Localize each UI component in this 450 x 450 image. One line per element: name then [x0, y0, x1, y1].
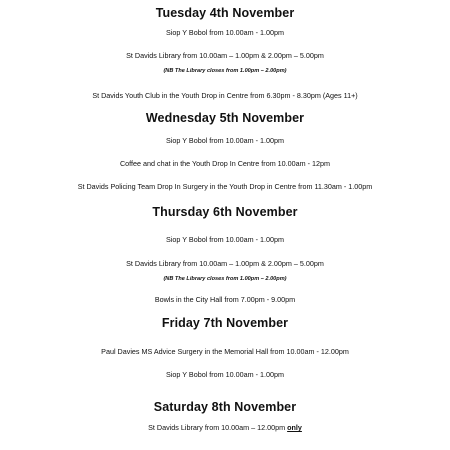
event-line: Bowls in the City Hall from 7.00pm - 9.00pm — [154, 295, 296, 304]
only-emphasis: only — [287, 423, 302, 432]
event-line: Siop Y Bobol from 10.00am - 1.00pm — [166, 235, 284, 244]
event-line: St Davids Library from 10.00am – 1.00pm & 2.00pm – 5.00pm — [126, 259, 324, 268]
day-heading-tuesday: Tuesday 4th November — [155, 6, 295, 20]
event-line: St Davids Youth Club in the Youth Drop in Centre from 6.30pm - 8.30pm (Ages 11+) — [92, 91, 358, 100]
event-line: Coffee and chat in the Youth Drop In Centre from 10.00am - 12pm — [119, 159, 331, 168]
event-line: Siop Y Bobol from 10.00am - 1.00pm — [166, 370, 284, 379]
event-line: St Davids Policing Team Drop In Surgery in the Youth Drop in Centre from 11.30am - 1.00pm — [77, 182, 373, 191]
day-heading-thursday: Thursday 6th November — [152, 205, 298, 219]
event-line-text: St Davids Library from 10.00am – 12.00pm — [148, 423, 288, 432]
day-heading-friday: Friday 7th November — [161, 316, 289, 330]
day-heading-wednesday: Wednesday 5th November — [145, 111, 305, 125]
day-heading-saturday: Saturday 8th November — [153, 400, 297, 414]
event-line: St Davids Library from 10.00am – 1.00pm & 2.00pm – 5.00pm — [126, 51, 324, 60]
library-note: (NB The Library closes from 1.00pm – 2.00pm) — [163, 276, 287, 282]
event-line: Paul Davies MS Advice Surgery in the Memorial Hall from 10.00am - 12.00pm — [101, 347, 349, 356]
event-line — [0, 423, 450, 432]
event-line: Siop Y Bobol from 10.00am - 1.00pm — [166, 136, 284, 145]
event-line: Siop Y Bobol from 10.00am - 1.00pm — [166, 28, 284, 37]
library-note: (NB The Library closes from 1.00pm – 2.00pm) — [163, 68, 287, 74]
